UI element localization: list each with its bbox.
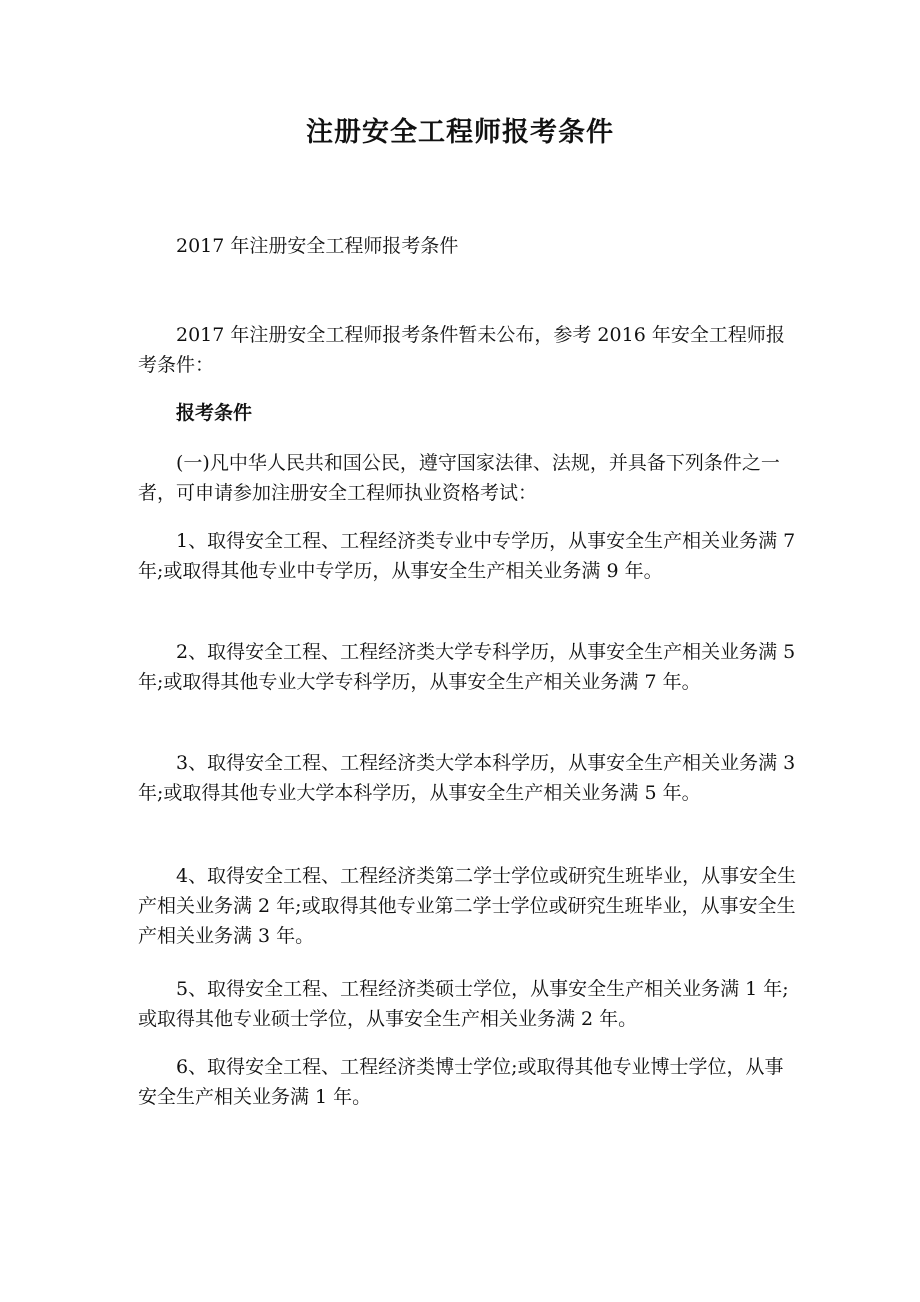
document-title: 注册安全工程师报考条件 xyxy=(306,117,614,148)
condition-item-1: 1、取得安全工程、工程经济类专业中专学历，从事安全生产相关业务满 7 年;或取得其他专业中专学历，从事安全生产相关业务满 9 年。 xyxy=(138,530,796,582)
condition-item-5: 5、取得安全工程、工程经济类硕士学位，从事安全生产相关业务满 1 年;或取得其他专业硕士学位，从事安全生产相关业务满 2 年。 xyxy=(138,978,789,1030)
intro-paragraph: 2017 年注册安全工程师报考条件暂未公布，参考 2016 年安全工程师报考条件： xyxy=(138,324,785,376)
condition-item-6: 6、取得安全工程、工程经济类博士学位;或取得其他专业博士学位，从事安全生产相关业务满 1 年。 xyxy=(138,1056,784,1108)
condition-item-3: 3、取得安全工程、工程经济类大学本科学历，从事安全生产相关业务满 3 年;或取得其他专业大学本科学历，从事安全生产相关业务满 5 年。 xyxy=(138,752,796,804)
condition-item-2: 2、取得安全工程、工程经济类大学专科学历，从事安全生产相关业务满 5 年;或取得其他专业大学专科学历，从事安全生产相关业务满 7 年。 xyxy=(138,641,796,693)
condition-lead-paragraph: (一)凡中华人民共和国公民，遵守国家法律、法规，并具备下列条件之一者，可申请参加注册安全工程师执业资格考试： xyxy=(138,452,780,504)
section-heading: 报考条件 xyxy=(176,402,253,424)
document-subtitle: 2017 年注册安全工程师报考条件 xyxy=(176,235,459,257)
condition-item-4: 4、取得安全工程、工程经济类第二学士学位或研究生班毕业，从事安全生产相关业务满 2 年;或取得其他专业第二学士学位或研究生班毕业，从事安全生产相关业务满 3 年。 xyxy=(138,865,797,947)
